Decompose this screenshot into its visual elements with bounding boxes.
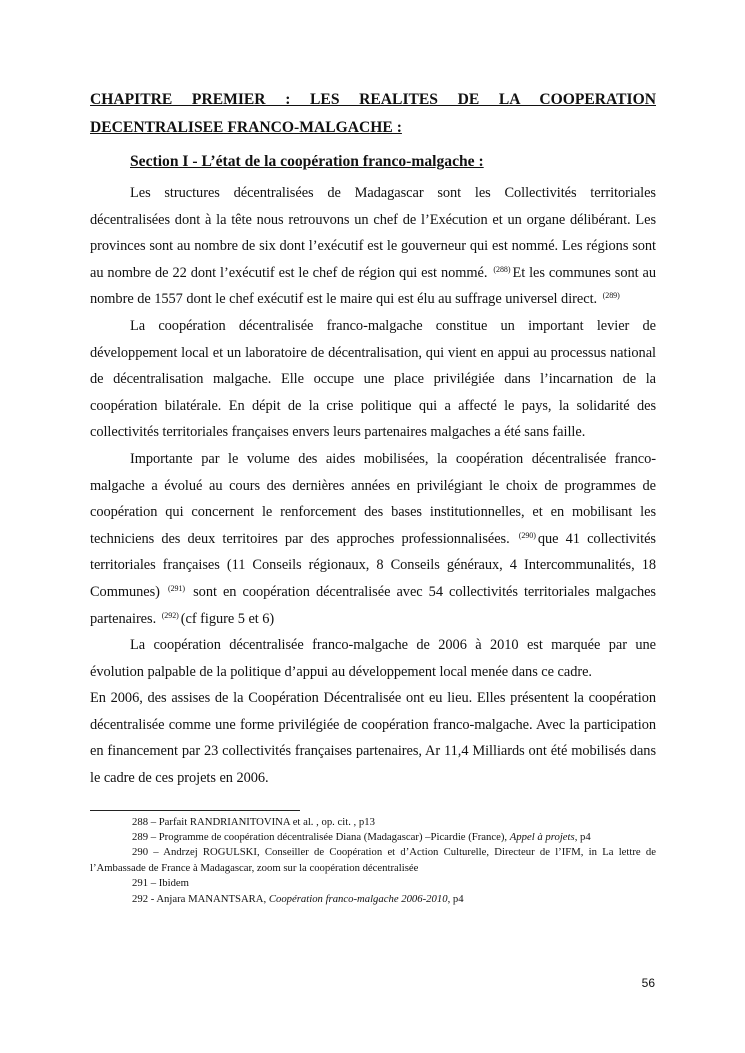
chapter-title-line-1: CHAPITRE PREMIER : LES REALITES DE LA COOPERATION bbox=[90, 91, 656, 108]
paragraph-3-text-a: Importante par le volume des aides mobilisées, la coopération décentralisée franco-malgache a évolué au cours des dernières années en privilégiant le choix de programmes de coopération qui concernent le renforcement des bases institutionnelles, et en mobilisant les techniciens des deux territoires par des approches professionnalisées. bbox=[90, 450, 656, 547]
paragraph-3 bbox=[90, 446, 656, 632]
paragraph-1-text-b: Et les communes sont au nombre de 1557 dont le chef exécutif est le maire qui est élu au suffrage universel direct. bbox=[90, 264, 657, 308]
page-content bbox=[90, 86, 656, 907]
paragraph-3-text-b: que 41 collectivités territoriales françaises (11 Conseils régionaux, 8 Conseils généraux, 4 Intercommunalités, 18 Communes) bbox=[90, 530, 656, 600]
footnote-ref-290: (290) bbox=[518, 530, 536, 540]
paragraph-5: En 2006, des assises de la Coopération Décentralisée ont eu lieu. Elles présentent la coopération décentralisée comme une forme privilégiée de coopération franco-malgache. Avec la participation en financement par 23 collectivités françaises partenaires, Ar 11,4 Milliards ont été mobilisés dans le cadre de ces projets en 2006. bbox=[90, 690, 656, 787]
footnote-separator bbox=[90, 810, 300, 811]
footnote-292-text: 292 - Anjara MANANTSARA, bbox=[132, 892, 267, 905]
section-title: Section I - L’état de la coopération franco-malgache : bbox=[130, 153, 484, 170]
footnote-289-title: Appel à projets bbox=[509, 831, 575, 844]
footnote-290: 290 – Andrzej ROGULSKI, Conseiller de Coopération et d’Action Culturelle, Directeur de l’IFM, in La lettre de l’Ambassade de France à Madagascar, zoom sur la coopération décentralisée bbox=[90, 846, 656, 874]
paragraph-4: La coopération décentralisée franco-malgache de 2006 à 2010 est marquée par une évolution palpable de la politique d’appui au développement local menée dans ce cadre. bbox=[90, 637, 656, 680]
footnote-289 bbox=[90, 830, 656, 845]
footnote-292-page: , p4 bbox=[447, 892, 464, 905]
footnote-ref-291: (291) bbox=[167, 583, 186, 593]
footnote-289-text: 289 – Programme de coopération décentralisée Diana (Madagascar) –Picardie (France), bbox=[132, 831, 508, 844]
footnote-ref-289: (289) bbox=[602, 291, 620, 301]
chapter-title bbox=[90, 86, 656, 142]
footnote-288: 288 – Parfait RANDRIANITOVINA et al. , op. cit. , p13 bbox=[132, 815, 375, 828]
paragraph-1 bbox=[90, 180, 656, 313]
chapter-title-line-2: DECENTRALISEE FRANCO-MALGACHE : bbox=[90, 119, 402, 136]
footnote-291: 291 – Ibidem bbox=[132, 877, 189, 890]
paragraph-3-text-d: (cf figure 5 et 6) bbox=[180, 610, 275, 627]
footnote-292 bbox=[90, 892, 656, 907]
page-number: 56 bbox=[641, 976, 655, 990]
footnote-292-title: Coopération franco-malgache 2006-2010 bbox=[268, 892, 448, 905]
paragraph-2: La coopération décentralisée franco-malgache constitue un important levier de développement local et un laboratoire de décentralisation, qui vient en appui au processus national de décentralisation malgache. Elle occupe une place privilégiée dans l’incarnation de la coopération bilatérale. En dépit de la crise politique qui a affecté le pays, la solidarité des collectivités territoriales françaises envers leurs partenaires malgaches a été sans faille. bbox=[90, 317, 656, 441]
footnote-ref-292: (292) bbox=[161, 610, 179, 620]
paragraph-3-text-c: sont en coopération décentralisée avec 54 collectivités territoriales malgaches partenaires. bbox=[90, 583, 656, 627]
footnote-289-page: , p4 bbox=[574, 831, 591, 844]
paragraph-1-text-a: Les structures décentralisées de Madagascar sont les Collectivités territoriales décentralisées dont à la tête nous retrouvons un chef de l’Exécution et un organe délibérant. Les provinces sont au nombre de six dont l’exécutif est le gouverneur qui est nommé. Les régions sont au nombre de 22 dont l’exécutif est le chef de région qui est nommé. bbox=[90, 185, 656, 281]
footnote-ref-288: (288) bbox=[493, 264, 511, 274]
